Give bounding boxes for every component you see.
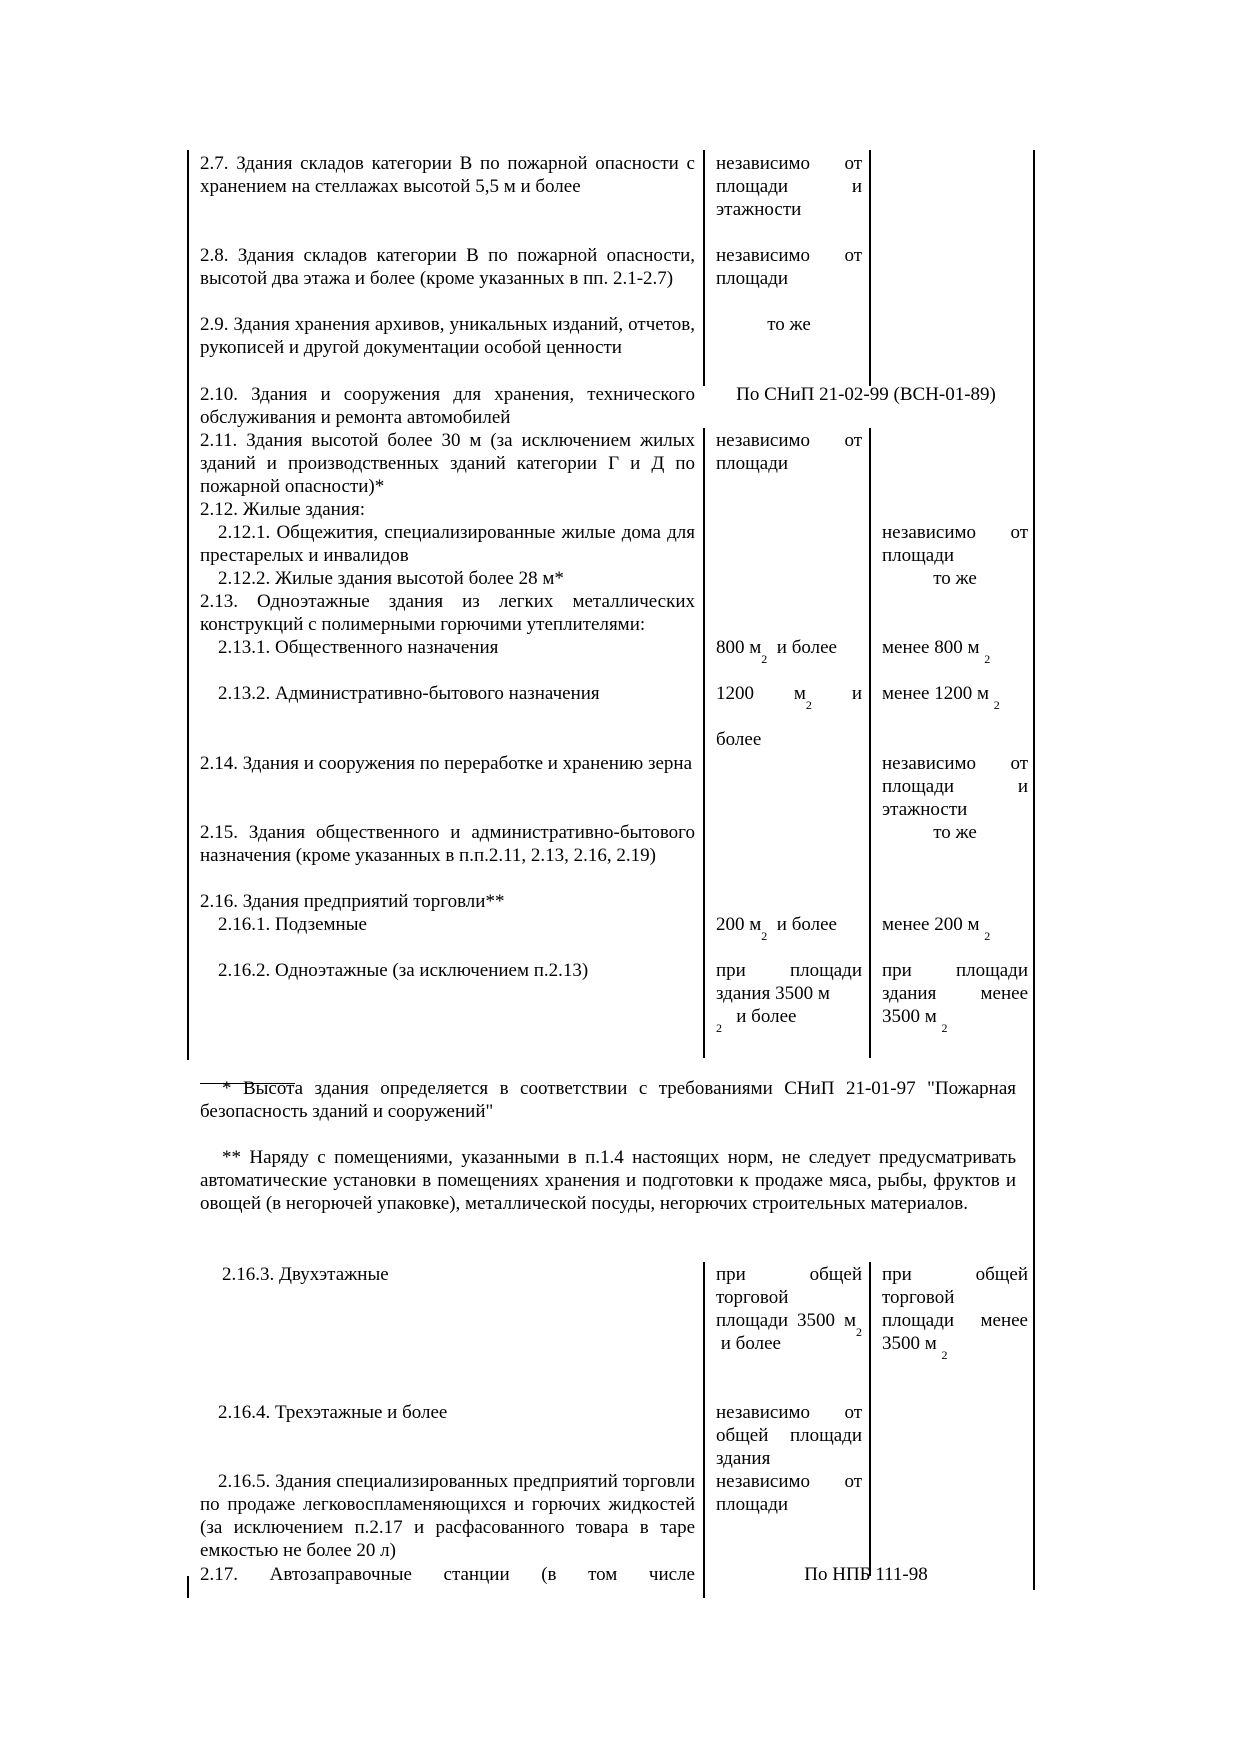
cell-text (716, 1263, 862, 1355)
cell-text: то же (933, 822, 977, 843)
superscript: 2 (941, 1348, 948, 1362)
superscript: 2 (761, 652, 768, 666)
cell-text: 2.9. Здания хранения архивов, уникальных изданий, отчетов, рукописей и другой документации особой ценности (200, 314, 695, 358)
cell-text: 2.16.4. Трехэтажные и более (218, 1402, 448, 1423)
table-left-border (187, 1576, 189, 1598)
table-col2-divider (869, 150, 871, 386)
cell-text: независимо от площади (716, 245, 862, 289)
cell-text: 2.8. Здания складов категории В по пожарной опасности, высотой два этажа и более (кроме указанных в пп. 2.1-2.7) (200, 245, 695, 289)
cell-text: то же (933, 568, 977, 589)
cell-text: 2.7. Здания складов категории В по пожарной опасности с хранением на стеллажах высотой 5,5 м и более (200, 153, 695, 197)
table-right-border (1033, 150, 1035, 1590)
cell-text: независимо от площади (716, 1471, 862, 1515)
superscript: 2 (761, 929, 768, 943)
cell-text: 2.12.1. Общежития, специализированные жилые дома для престарелых и инвалидов (200, 522, 695, 566)
cell-text: 2.11. Здания высотой более 30 м (за исключением жилых зданий и производственных зданий категории Г и Д по пожарной опасности)* (200, 430, 695, 497)
area-value: 200 м (716, 914, 762, 935)
cell-text: независимо от площади и этажности (716, 153, 862, 220)
footnote: ** Наряду с помещениями, указанными в п.1.4 настоящих норм, не следует предусматривать автоматические установки в помещениях хранения и подготовки к продаже мяса, рыбы, фруктов и овощей (в негорючей упаковке), металлической посуды, негорючих строительных материалов. (200, 1147, 1016, 1214)
superscript: 2 (941, 1021, 948, 1035)
cell-text: 2.10. Здания и сооружения для хранения, технического обслуживания и ремонта автомобилей (200, 384, 695, 428)
superscript: 2 (984, 929, 991, 943)
superscript: 2 (984, 652, 991, 666)
cell-text: 2.17. Автозаправочные станции (в том числе (200, 1564, 695, 1585)
table-col1-divider (703, 1576, 705, 1598)
area-suffix: и более (776, 914, 837, 935)
cell-text: 2.13.2. Административно-бытового назначения (218, 683, 600, 704)
cell-text: 2.14. Здания и сооружения по переработке и хранению зерна (200, 753, 693, 774)
area-value: при площади здания 3500 м (716, 960, 862, 1004)
cell-text: то же (767, 314, 811, 335)
cell-text: независимо от площади и этажности (882, 753, 1028, 820)
cell-text: По НПБ 111-98 (804, 1564, 928, 1585)
area-value: при общей торговой площади менее 3500 м (882, 1264, 1028, 1354)
cell-text: 2.12. Жилые здания: (200, 499, 365, 520)
table-col2-divider (869, 1262, 871, 1576)
area-value: менее 200 м (882, 914, 980, 935)
area-value: при площади здания менее 3500 м (882, 960, 1028, 1027)
cell-text: независимо от площади (716, 430, 862, 474)
cell-text: 2.16. Здания предприятий торговли** (200, 891, 505, 912)
area-suffix: и более (776, 637, 837, 658)
area-value: менее 1200 м (882, 683, 990, 704)
superscript: 2 (716, 1021, 722, 1035)
cell-text: независимо от общей площади здания (716, 1402, 862, 1469)
area-value: менее 800 м (882, 637, 980, 658)
cell-text (882, 913, 1028, 943)
area-value: 1200 (716, 683, 754, 704)
table-col1-divider (703, 1262, 705, 1576)
area-value: при общей торговой площади 3500 м (716, 1264, 862, 1331)
cell-text: более (716, 729, 762, 750)
area-value: 800 м (716, 637, 762, 658)
cell-text: 2.16.5. Здания специализированных предприятий торговли по продаже легковоспламеняющихся и горючих жидкостей (за исключением п.2.17 и расфасованного товара в таре емкостью не более 20 л) (200, 1471, 695, 1561)
area-suffix: и (851, 683, 862, 704)
footnote: * Высота здания определяется в соответствии с требованиями СНиП 21-01-97 "Пожарная безопасность зданий и сооружений" (200, 1078, 1016, 1122)
cell-text: 2.16.2. Одноэтажные (за исключением п.2.13) (218, 960, 589, 981)
cell-text (882, 959, 1028, 1035)
cell-text: независимо от площади (882, 522, 1028, 566)
table-left-border (187, 150, 189, 1060)
area-unit (793, 682, 812, 712)
cell-text (716, 913, 862, 943)
table-col2-divider (869, 428, 871, 1058)
cell-text: 2.12.2. Жилые здания высотой более 28 м* (218, 568, 564, 589)
superscript: 2 (993, 698, 1000, 712)
cell-text: 2.13.1. Общественного назначения (218, 637, 499, 658)
area-suffix: и более (720, 1333, 781, 1354)
table-col1-divider (703, 150, 705, 386)
cell-text (882, 636, 1028, 666)
cell-text: 2.15. Здания общественного и административно-бытового назначения (кроме указанных в п.п.2.11, 2.13, 2.16, 2.19) (200, 822, 695, 866)
cell-text (716, 959, 862, 1035)
superscript: 2 (856, 1325, 862, 1339)
cell-text: По СНиП 21-02-99 (ВСН-01-89) (736, 384, 996, 405)
superscript: 2 (805, 698, 812, 712)
cell-text (716, 636, 862, 666)
cell-text (882, 1263, 1028, 1362)
area-suffix: и более (736, 1006, 797, 1027)
cell-text: 2.13. Одноэтажные здания из легких металлических конструкций с полимерными горючими утеплителями: (200, 591, 695, 635)
area-unit-label: м (793, 683, 806, 704)
cell-text: 2.16.3. Двухэтажные (222, 1264, 389, 1285)
cell-text (882, 682, 1028, 712)
cell-text (716, 682, 862, 712)
cell-text: 2.16.1. Подземные (218, 914, 367, 935)
table-col1-divider (703, 428, 705, 1058)
